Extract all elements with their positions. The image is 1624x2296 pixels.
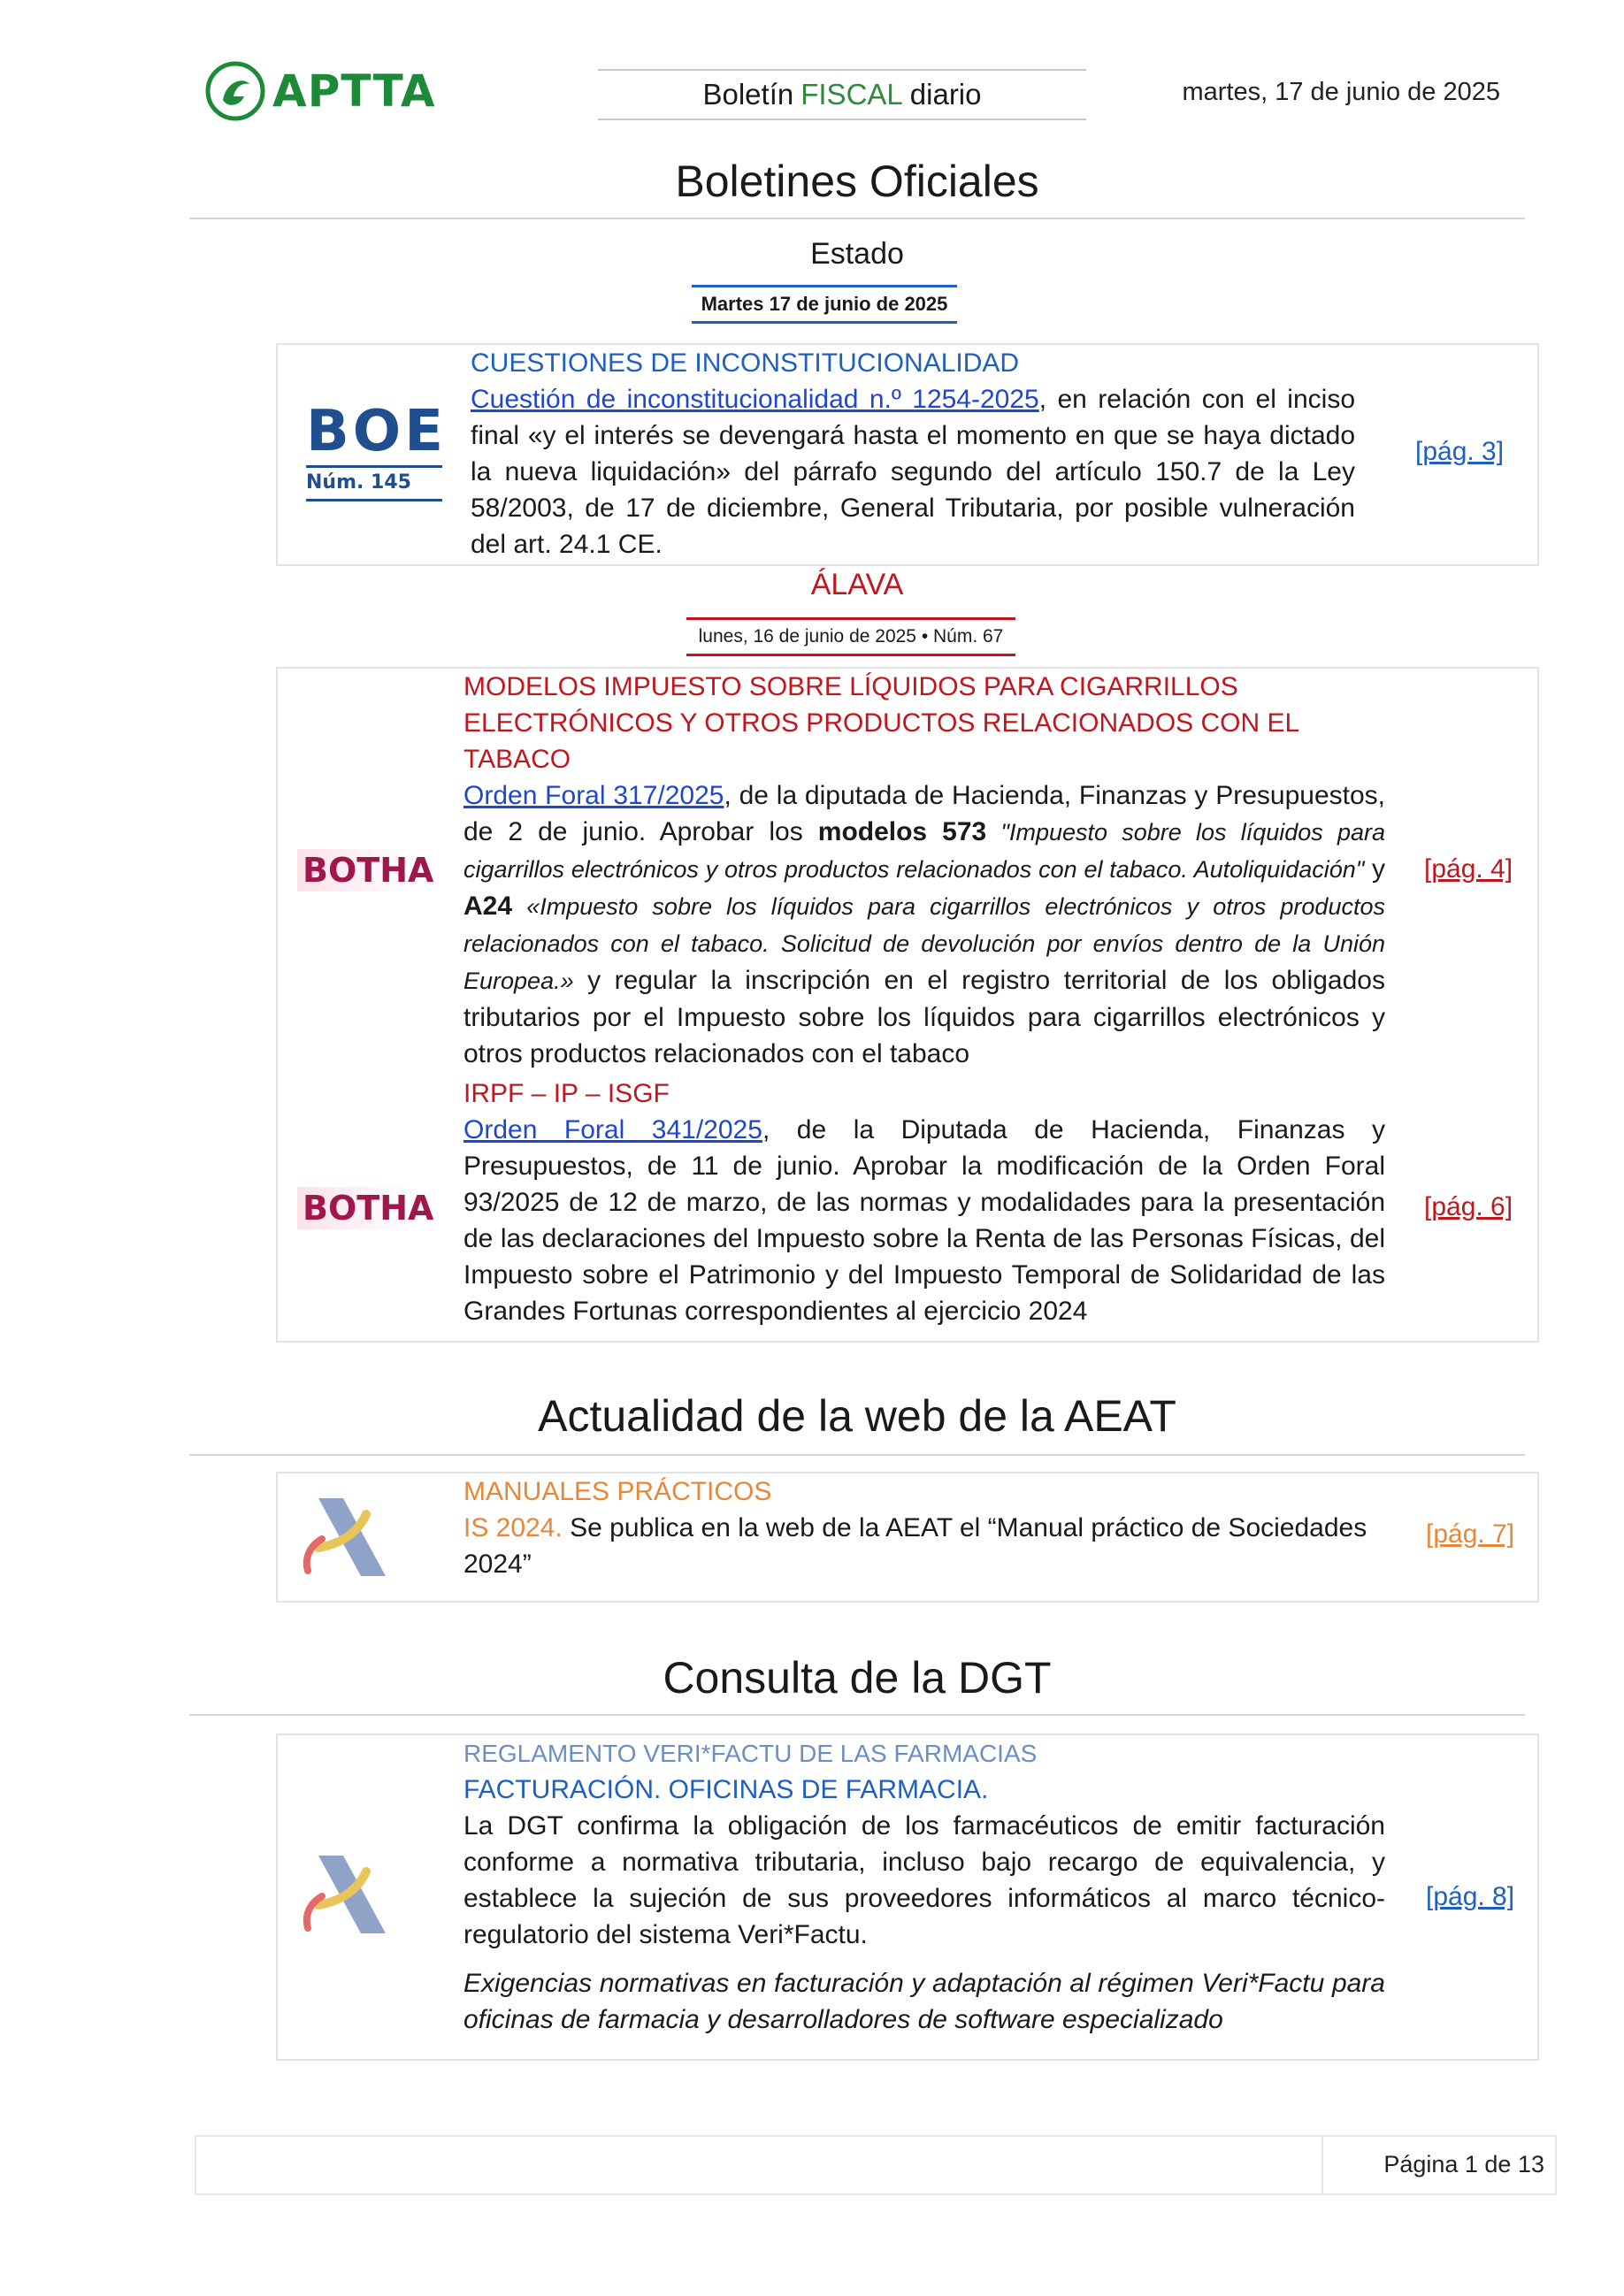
section-title-dgt: Consulta de la DGT [663, 1653, 1052, 1703]
boe-logo-text: BOE [306, 399, 447, 464]
footer-divider [1321, 2135, 1323, 2195]
aeat-logo-icon [292, 1852, 395, 1940]
dgt-category: REGLAMENTO VERI*FACTU DE LAS FARMACIAS [463, 1740, 1038, 1767]
botha-entry-1 [463, 669, 1385, 1072]
bulletin-fiscal: FISCAL [801, 78, 903, 111]
aeat-category: MANUALES PRÁCTICOS [463, 1477, 772, 1506]
bulletin-title [598, 69, 1086, 120]
botha-logo-2: BOTHA [297, 1187, 417, 1229]
boe-entry-link[interactable]: Cuestión de inconstitucionalidad n.º 1254-2025 [471, 385, 1039, 414]
boe-entry [471, 345, 1355, 563]
section-divider [189, 218, 1525, 219]
dgt-page-link[interactable]: [pág. 8] [1426, 1882, 1515, 1911]
botha-entry-1-page-link[interactable]: [pág. 4] [1424, 854, 1513, 884]
boe-entry-text [471, 381, 1355, 563]
botha-entry-1-t3: y regular la inscripción en el registro territorial de los obligados tributarios por el Impuesto sobre los líquidos para cigarrillos electrónicos y otros productos relacionados con el tabaco [463, 966, 1385, 1068]
page-number: Página 1 de 13 [1383, 2151, 1544, 2177]
aptta-emblem-icon [205, 61, 265, 121]
boe-page-link[interactable]: [pág. 3] [1415, 437, 1505, 466]
aeat-desc: Se publica en la web de la AEAT el “Manual práctico de Sociedades 2024” [463, 1513, 1367, 1579]
botha-entry-2-page-link[interactable]: [pág. 6] [1424, 1192, 1513, 1221]
dgt-entry-text: La DGT confirma la obligación de los farmacéuticos de emitir facturación conforme a normativa tributaria, incluso bajo recargo de equivalencia, y establece la sujeción de sus proveedores informáticos al marco técnico-regulatorio del sistema Veri*Factu. [463, 1811, 1385, 1949]
dgt-subcategory: FACTURACIÓN. OFICINAS DE FARMACIA. [463, 1775, 989, 1804]
botha-entry-2-text [463, 1112, 1385, 1329]
boe-entry-desc: , en relación con el inciso final «y el interés se devengará hasta el momento en que se haya dictado la nueva liquidación» del párrafo segundo del artículo 150.7 de la Ley 58/2003, de 17 de diciembre, General Tributaria, por posible vulneración del art. 24.1 CE. [471, 385, 1355, 559]
estado-date-strip: Martes 17 de junio de 2025 [692, 285, 957, 324]
aeat-entry-text [463, 1510, 1385, 1582]
botha-entry-1-model-a24: A24 [463, 892, 513, 921]
bulletin-suffix: diario [909, 78, 982, 111]
aeat-logo-icon [292, 1495, 395, 1583]
bulletin-prefix: Boletín [702, 78, 794, 111]
botha-entry-2-desc: , de la Diputada de Hacienda, Finanzas y Presupuestos, de 11 de junio. Aprobar la modificación de la Orden Foral 93/2025 de 12 de marzo, de las normas y modalidades para la presentación de las declaraciones del Impuesto sobre la Renta de las Personas Físicas, del Impuesto sobre el Patrimonio y del Impuesto Temporal de Solidaridad de las Grandes Fortunas correspondientes al ejercicio 2024 [463, 1115, 1386, 1326]
alava-date-strip: lunes, 16 de junio de 2025 • Núm. 67 [686, 617, 1015, 656]
estado-heading: Estado [810, 237, 904, 271]
botha-entry-1-text [463, 777, 1385, 1072]
botha-entry-1-category: MODELOS IMPUESTO SOBRE LÍQUIDOS PARA CIGARRILLOS ELECTRÓNICOS Y OTROS PRODUCTOS RELACIONADOS CON EL TABACO [463, 672, 1299, 774]
botha-entry-2 [463, 1075, 1385, 1329]
aptta-logo-text: APTTA [272, 65, 436, 117]
section-divider [189, 1714, 1525, 1716]
dgt-entry [463, 1735, 1385, 2038]
botha-logo: BOTHA [297, 849, 417, 892]
header-date: martes, 17 de junio de 2025 [1182, 78, 1500, 106]
boe-number: Núm. 145 [306, 465, 442, 501]
section-title-boletines: Boletines Oficiales [675, 157, 1039, 206]
botha-entry-1-t1: , de la diputada de Hacienda, Finanzas y Presupuestos, de 2 de junio. Aprobar los [463, 781, 1385, 846]
aeat-lead: IS 2024. [463, 1513, 563, 1542]
section-title-aeat: Actualidad de la web de la AEAT [538, 1391, 1176, 1441]
boe-category: CUESTIONES DE INCONSTITUCIONALIDAD [471, 348, 1020, 378]
botha-entry-2-category: IRPF – IP – ISGF [463, 1079, 670, 1108]
aptta-logo [205, 58, 453, 124]
botha-entry-1-link[interactable]: Orden Foral 317/2025 [463, 781, 724, 810]
alava-heading: ÁLAVA [810, 568, 904, 601]
boe-logo [306, 399, 447, 518]
aeat-page-link[interactable]: [pág. 7] [1426, 1519, 1515, 1549]
botha-entry-2-link[interactable]: Orden Foral 341/2025 [463, 1115, 762, 1144]
botha-entry-1-it1: "Impuesto sobre los líquidos para cigarrillos electrónicos y otros productos relacionados con el tabaco. Autoliquidación" [463, 819, 1386, 883]
botha-entry-1-it2: «Impuesto sobre los líquidos para cigarrillos electrónicos y otros productos relacionados con el tabaco. Solicitud de devolución por envíos dentro de la Unión Europea.» [463, 893, 1385, 994]
dgt-entry-italic: Exigencias normativas en facturación y adaptación al régimen Veri*Factu para oficinas de farmacia y desarrolladores de software especializado [463, 1969, 1385, 2034]
aeat-entry [463, 1473, 1385, 1582]
botha-entry-1-model-573: modelos 573 [817, 817, 987, 846]
botha-entry-1-t2: y [1364, 854, 1385, 884]
section-divider [189, 1454, 1525, 1456]
